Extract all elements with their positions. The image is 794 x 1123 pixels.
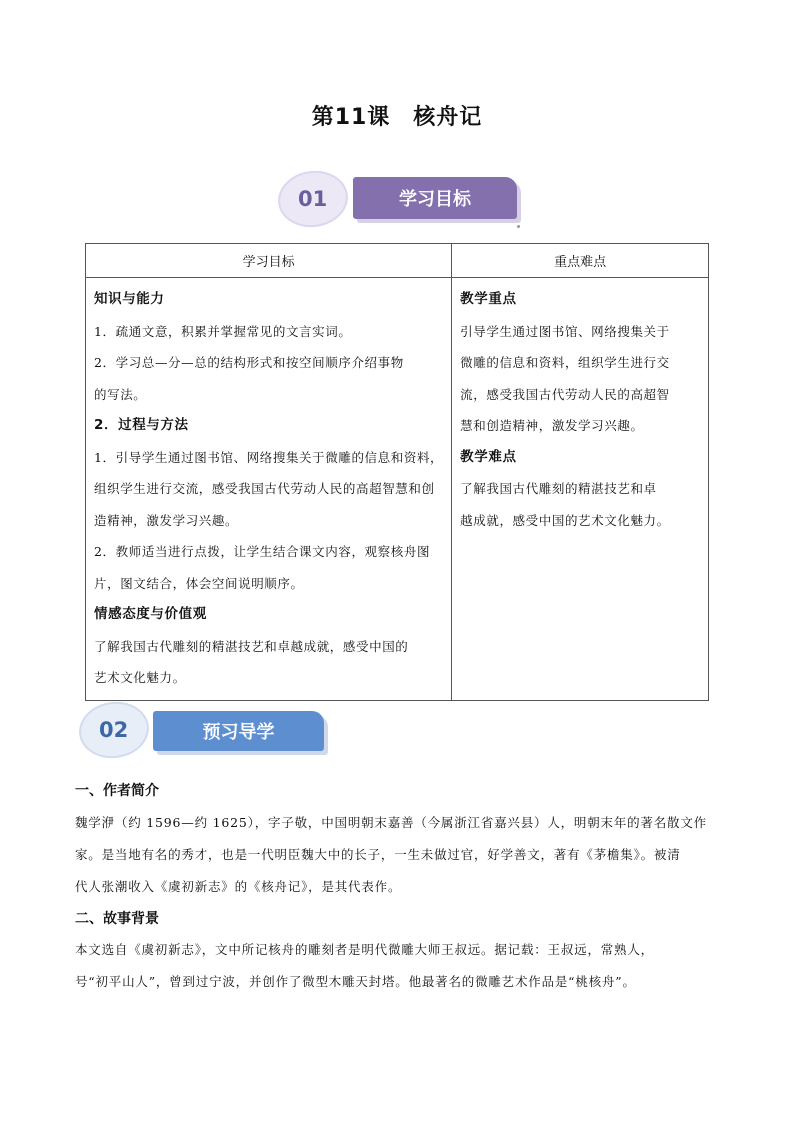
cell-text-line: 流，感受我国古代劳动人民的高超智	[460, 386, 670, 402]
decorative-dot	[517, 225, 520, 228]
cell-text-line: 1．疏通文意，积累并掌握常见的文言实词。	[94, 323, 352, 339]
cell-text-line: 慧和创造精神，激发学习兴趣。	[460, 418, 644, 433]
cell-text-line: 1．引导学生通过图书馆、网络搜集关于微雕的信息和资料，	[94, 449, 444, 465]
section-label: 预习导学	[153, 711, 324, 751]
heading-background: 二、故事背景	[75, 911, 159, 927]
cell-text-line: 2．学习总—分—总的结构形式和按空间顺序介绍事物	[94, 355, 404, 370]
section-number-badge: 02	[75, 697, 152, 762]
cell-text-line: 微雕的信息和资料，组织学生进行交	[460, 355, 670, 370]
heading-author: 一、作者简介	[75, 783, 159, 799]
cell-text-line: 引导学生通过图书馆、网络搜集关于	[460, 323, 670, 339]
section-number-badge: 01	[274, 166, 351, 231]
author-paragraph	[75, 807, 735, 903]
page-title: 第11课 核舟记	[311, 105, 483, 130]
cell-text-line: 艺术文化魅力。	[94, 670, 186, 685]
goals-table	[85, 243, 709, 701]
paragraph-line: 本文选自《虞初新志》，文中所记核舟的雕刻者是明代微雕大师王叔远。据记载：王叔远，常熟人，	[75, 942, 654, 957]
cell-text-line: 组织学生进行交流，感受我国古代劳动人民的高超智慧和创	[94, 481, 435, 496]
cell-text-line: 的写法。	[94, 386, 147, 402]
table-header-goals: 学习目标	[86, 244, 452, 278]
section-label: 学习目标	[353, 177, 517, 219]
cell-text-line: 了解我国古代雕刻的精湛技艺和卓越成就，感受中国的	[94, 638, 409, 654]
paragraph-line: 代人张潮收入《虞初新志》的《核舟记》，是其代表作。	[75, 879, 402, 894]
table-header-key-points: 重点难点	[452, 244, 709, 278]
cell-subheading: 教学难点	[460, 448, 517, 465]
goals-cell	[86, 278, 452, 701]
cell-subheading: 知识与能力	[94, 291, 165, 307]
background-paragraph	[75, 934, 735, 998]
paragraph-line: 魏学洢（约 1596—约 1625），字子敬，中国明朝末嘉善（今属浙江省嘉兴县）人，明朝末年的著名散文作	[75, 815, 707, 830]
cell-subheading: 情感态度与价值观	[94, 606, 207, 622]
cell-subheading: 2．过程与方法	[94, 417, 189, 433]
cell-text-line: 造精神，激发学习兴趣。	[94, 512, 239, 528]
cell-text-line: 片，图文结合，体会空间说明顺序。	[94, 575, 304, 591]
cell-text-line: 越成就，感受中国的艺术文化魅力。	[460, 512, 670, 528]
cell-text-line: 了解我国古代雕刻的精湛技艺和卓	[460, 481, 657, 496]
cell-text-line: 2．教师适当进行点拨，让学生结合课文内容，观察核舟图	[94, 544, 431, 559]
paragraph-line: 号“初平山人”，曾到过宁波，并创作了微型木雕天封塔。他最著名的微雕艺术作品是“桃核舟”。	[75, 974, 636, 989]
cell-subheading: 教学重点	[460, 291, 517, 307]
key-points-cell	[452, 278, 709, 701]
paragraph-line: 家。是当地有名的秀才，也是一代明臣魏大中的长子，一生未做过官，好学善文，著有《茅檐集》。被清	[75, 847, 681, 862]
